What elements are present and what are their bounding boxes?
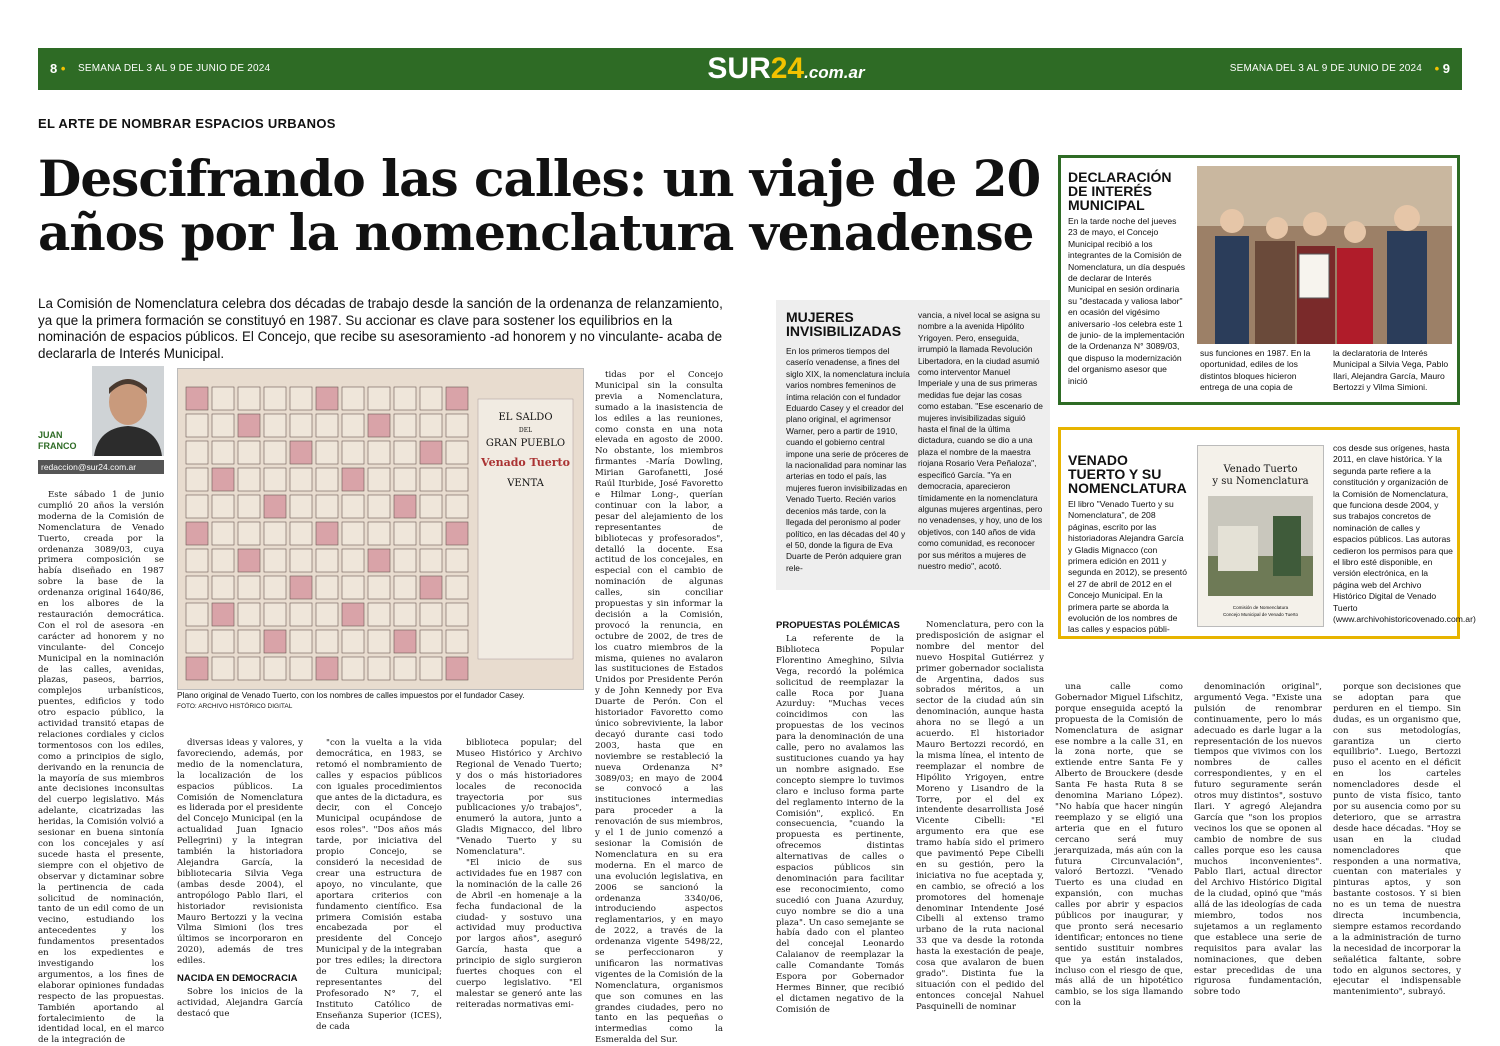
mujeres-text-b: vancia, a nivel local se asigna su nombre a la avenida Hipólito Yrigoyen. Pero, enseguida, irrumpió la llamada Revolución Libertadora, en la ciudad asumió como interventor Manuel Imperiale y una de sus primeras medidas fue dejar las cosas como estaban. "Ese escenario de mujeres invisibilizadas siguió hasta el final de la última dictadura, cuando se dio a una plaza el nombre de la maestra riojana Rosario Vera Peñaloza", especificó García. "Ya en democracia, aparecieron tímidamente en la nomenclatura algunas mujeres argentinas, pero no venadenses, y hoy, uno de los objetivos, con 140 años de vida como comunidad, es reconocer por sus méritos a mujeres de nuestro medio", acotó. xyxy=(918,310,1043,571)
map-block xyxy=(420,630,442,653)
libro-title: VENADO TUERTO Y SU NOMENCLATURA xyxy=(1068,452,1187,496)
map-block xyxy=(342,576,364,599)
map-block xyxy=(238,441,260,464)
map-block xyxy=(238,414,260,437)
body-column-2: diversas ideas y valores, y favoreciendo, además, por medio de la nomenclatura, la localización de los espacios públicos. La Comisión de Nomenclatura es liderada por el presidente del Concejo Municipal (en la actualidad Juan Ignacio Pellegrini) y la integran también la historiadora Alejandra García, la bibliotecaria Silvia Vega (ambas desde 2004), el antropólogo Pablo Ilari, el historiador revisionista Mauro Bertozzi y la vecina Vilma Simioni (los tres últimos se incorporaron en 2020), además de tres ediles. NACIDA EN DEMOCRACIA Sobre los inicios de la actividad, Alejandra García destacó que xyxy=(177,738,303,1019)
issue-date-right: SEMANA DEL 3 AL 9 DE JUNIO DE 2024 xyxy=(1229,63,1422,74)
libro-text-b: cos desde sus orígenes, hasta 2011, en clave histórica. Y la segunda parte refiere a la constitución y organización de la Comisión de Nomenclatura, que funciona desde 2004, y sus trabajos concretos de nominación de calles y espacios públicos. Las autoras cedieron los permisos para que el libro esté disponible, en versión electrónica, en la página web del Archivo Histórico Digital de Venado Tuerto (www.archivohistoricovenado.com.ar) xyxy=(1333,443,1476,625)
map-block xyxy=(316,387,338,410)
map-block xyxy=(186,468,208,491)
map-block xyxy=(446,657,468,680)
map-block xyxy=(264,576,286,599)
map-block xyxy=(186,387,208,410)
map-block xyxy=(238,657,260,680)
map-block xyxy=(368,603,390,626)
polemicas-column-5: porque son decisiones que se adoptan para que perduren en el tiempo. Sin dudas, es un organismo que, con sus metodologías, garantiza un cierto equilibrio". Luego, Bertozzi puso el acento en el déficit en los carteles nomencladores desde el punto de vista físico, tanto por su ausencia como por su deterioro, que se arrastra desde hace décadas. "Hoy se usan en la ciudad nomencladores que responden a una normativa, cuentan con materiales y pinturas aptos, y son bastante costosos. Y si bien no es un tema de nuestra directa incumbencia, siempre estamos recordando a la administración de turno la necesidad de incorporar la señalética faltante, sobre todo en algunos sectores, y ejecutar el indispensable mantenimiento", subrayó. xyxy=(1333,682,1461,998)
map-block xyxy=(186,414,208,437)
page-number-left: 8 • xyxy=(50,61,66,76)
map-block xyxy=(368,387,390,410)
historic-map-image xyxy=(177,368,584,690)
article-headline: Descifrando las calles: un viaje de 20 años por la nomenclatura venadense xyxy=(38,149,1041,262)
book-cover-photo-icon xyxy=(1208,496,1313,596)
header-bar xyxy=(38,48,1462,90)
map-credit: FOTO: ARCHIVO HISTÓRICO DIGITAL xyxy=(177,703,293,710)
map-block xyxy=(238,495,260,518)
map-block xyxy=(446,387,468,410)
map-cartouche: EL SALDO DEL GRAN PUEBLO Venado Tuerto VENTA xyxy=(481,412,570,489)
map-block xyxy=(290,576,312,599)
map-block xyxy=(264,468,286,491)
map-block xyxy=(316,495,338,518)
map-block xyxy=(420,468,442,491)
map-block xyxy=(186,549,208,572)
map-block xyxy=(290,387,312,410)
map-block xyxy=(394,657,416,680)
map-block xyxy=(342,387,364,410)
map-block xyxy=(446,468,468,491)
map-block xyxy=(394,441,416,464)
mujeres-text-a: En los primeros tiempos del caserío venadense, a fines del siglo XIX, la nomenclatura incluía varios nombres femeninos de íntima relación con el fundador Eduardo Casey y el creador del plano original, el agrimensor Warner, pero a partir de 1910, cuando el gobierno central impone una serie de próceres de la nacionalidad para nominar las arterias en todo el país, las mujeres fueron invisibilizadas en Venado Tuerto. Recién varios decenios más tarde, con la llegada del peronismo al poder político, en las décadas del 40 y el 50, donde la figura de Eva Duarte de Perón adquiere gran rele- xyxy=(786,346,910,573)
map-block xyxy=(238,387,260,410)
map-block xyxy=(290,657,312,680)
polemicas-column-3: una calle como Gobernador Miguel Lifschitz, porque enseguida aceptó la propuesta de la Comisión de Nomenclatura de asignar ese nombre a la calle 31, en la zona norte, que se extiende entre Santa Fe y Alberto de Brouckere (desde Santa Fe hasta Ruta 8 se denomina Mariano López). "No había que hacer ningún reemplazo y se eligió una arteria que en el futuro cercano será muy jerarquizada, más aún con la futura Circunvalación", valoró Bertozzi. "Venado Tuerto es una ciudad en expansión, con muchas calles por abrir y espacios públicos por inaugurar, y que pronto será necesario identificar; entonces no tiene sentido sustituir nombres que ya están instalados, incluso con el riesgo de que, más allá de un hipotético cambio, se los siga llamando con la xyxy=(1055,682,1183,1009)
map-block xyxy=(316,630,338,653)
map-block xyxy=(264,387,286,410)
map-block xyxy=(316,603,338,626)
map-block xyxy=(368,441,390,464)
map-block xyxy=(342,603,364,626)
map-block xyxy=(264,522,286,545)
map-block xyxy=(342,495,364,518)
map-block xyxy=(368,522,390,545)
map-block xyxy=(264,414,286,437)
map-block xyxy=(290,630,312,653)
map-block xyxy=(290,522,312,545)
map-block xyxy=(264,441,286,464)
body-column-1: Este sábado 1 de junio cumplió 20 años la versión moderna de la Comisión de Nomenclatura de Venado Tuerto, creada por la ordenanza 3089/03, cuya primera composición se había diseñado en 1987 sobre la base de la ordenanza original 1640/86, en los albores de la restauración democrática. Con el rol de asesora -en carácter ad honorem y no vinculante- del Concejo Municipal en la nominación de las calles, avenidas, plazas, paseos, barrios, complejos urbanísticos, puentes, edificios y todo otro espacio público, la actividad transitó etapas de relaciones cordiales y ciclos tormentosos con los ediles, como a principios de siglo, derivando en la renuncia de la mayoría de sus miembros ante decisiones inconsultas del cuerpo legislativo. Más adelante, cicatrizadas las heridas, la Comisión volvió a sesionar en buena sintonía con los concejales y así sucede hasta el presente, siempre con el objetivo de observar y dictaminar sobre la pertinencia de cada solicitud de nominación, tanto de un edil como de un vecino, estudiando los antecedentes y los fundamentos presentados en los expedientes e investigando los argumentos, a los fines de elaborar opiniones fundadas respecto de las propuestas. También aportando al fortalecimiento de la identidad local, en el marco de la integración de xyxy=(38,490,164,1046)
map-block xyxy=(186,603,208,626)
map-block xyxy=(394,549,416,572)
map-block xyxy=(186,495,208,518)
map-block xyxy=(212,603,234,626)
map-block xyxy=(212,441,234,464)
map-block xyxy=(368,576,390,599)
map-block xyxy=(316,468,338,491)
book-cover-title: Venado Tuerto y su Nomenclatura xyxy=(1212,464,1309,487)
map-block xyxy=(420,414,442,437)
map-block xyxy=(238,576,260,599)
map-block xyxy=(264,657,286,680)
map-block xyxy=(420,441,442,464)
map-block xyxy=(316,657,338,680)
map-block xyxy=(446,495,468,518)
map-block xyxy=(186,576,208,599)
map-block xyxy=(212,630,234,653)
author-portrait-icon xyxy=(92,366,164,456)
map-block xyxy=(342,441,364,464)
map-caption: Plano original de Venado Tuerto, con los nombres de calles impuestos por el fundador Casey. xyxy=(177,690,525,700)
map-block xyxy=(420,495,442,518)
map-block xyxy=(238,603,260,626)
polemicas-column-2: Nomenclatura, pero con la predisposición de asignar el nombre del mentor del nuevo Hospital Gutiérrez y primer gobernador socialista de Argentina, dados sus sobrados méritos, a un sector de la ciudad aún sin denominación, aunque hasta ahora no se llegó a un acuerdo. El historiador Mauro Bertozzi recordó, en la misma línea, el intento de reemplazar el nombre de Hipólito Yrigoyen, entre Moreno y Lisandro de la Torre, por el del ex intendente desarrollista José Vicente Cibelli: "El argumento era que ese tramo había sido el primero que pavimentó Pepe Cibelli en su gestión, pero la iniciativa no fue aceptada y, en cambio, se ofreció a los promotores del homenaje denominar Intendente José Cibelli al extenso tramo urbano de la ruta nacional 33 que va desde la rotonda hasta la exestación de peaje, cosa que avalaron de buen grado". Distinta fue la situación con el pedido del entonces concejal Nahuel Pasquinelli de nominar xyxy=(916,620,1044,1012)
declaracion-text-c: la declaratoria de Interés Municipal a Silvia Vega, Pablo Ilari, Alejandra García, Mauro Bertozzi y Vilma Simioni. xyxy=(1333,348,1449,393)
map-block xyxy=(342,468,364,491)
map-block xyxy=(264,549,286,572)
body-column-4: biblioteca popular; del Museo Histórico y Archivo Regional de Venado Tuerto; y dos o más historiadores locales de reconocida trayectoria por sus publicaciones y/o trabajos", enumeró la autora, junto a Gladis Mignacco, del libro "Venado Tuerto y su Nomenclatura". "El inicio de sus actividades fue en 1987 con la nominación de la calle 26 de Abril -en homenaje a la fecha fundacional de la ciudad- y sostuvo una actividad muy productiva por largos años", aseguró García, hasta que a principio de siglo surgieron fuertes choques con el cuerpo legislativo. "El malestar se generó ante las reiteradas normativas emi- xyxy=(456,738,582,1010)
map-block xyxy=(420,549,442,572)
map-block xyxy=(186,630,208,653)
map-block xyxy=(368,630,390,653)
map-block xyxy=(394,603,416,626)
map-block xyxy=(420,522,442,545)
section-kicker: EL ARTE DE NOMBRAR ESPACIOS URBANOS xyxy=(38,116,336,131)
map-block xyxy=(238,549,260,572)
map-block xyxy=(342,414,364,437)
map-block xyxy=(186,441,208,464)
map-block xyxy=(264,630,286,653)
map-block xyxy=(186,657,208,680)
map-block xyxy=(238,630,260,653)
map-block xyxy=(212,468,234,491)
map-block xyxy=(212,522,234,545)
map-block xyxy=(290,495,312,518)
mujeres-title: MUJERES INVISIBILIZADAS xyxy=(786,309,902,339)
map-block xyxy=(368,495,390,518)
map-block xyxy=(446,441,468,464)
issue-date-left: SEMANA DEL 3 AL 9 DE JUNIO DE 2024 xyxy=(78,63,271,74)
map-block xyxy=(420,603,442,626)
map-block xyxy=(394,468,416,491)
map-block xyxy=(368,549,390,572)
map-block xyxy=(186,522,208,545)
page-number-right: • 9 xyxy=(1434,61,1450,76)
declaracion-text-b: sus funciones en 1987. En la oportunidad, ediles de los distintos bloques hicieron entrega de una copia de xyxy=(1200,348,1311,393)
map-block xyxy=(368,657,390,680)
map-block xyxy=(342,657,364,680)
subhead-polemicas: PROPUESTAS POLÉMICAS xyxy=(776,620,900,631)
map-block xyxy=(212,414,234,437)
book-cover xyxy=(1197,445,1324,627)
map-block xyxy=(212,576,234,599)
map-block xyxy=(446,576,468,599)
polemicas-column-1: PROPUESTAS POLÉMICAS La referente de la Biblioteca Popular Florentino Ameghino, Silvia Vega, recordó la polémica solicitud de reemplazar la calle Roca por Juana Azurduy: "Muchas veces coincidimos con las propuestas de los vecinos para la denominación de una calle, pero no avalamos las sustituciones cuando ya hay un nombre asignado. Ese concepto siempre lo tuvimos claro e incluso forma parte del reglamento interno de la Comisión", explicó. En consecuencia, "cuando la propuesta es pertinente, ofrecemos distintas alternativas de calles o espacios públicos sin denominación para facilitar ese reconocimiento, como sucedió con Juana Azurduy, cuyo nombre se dio a una plaza". Un caso semejante se había dado con el planteo del concejal Leonardo Calaianov de reemplazar la calle Comandante Tomás Espora por Gobernador Hermes Binner, que recibió el dictamen negativo de la Comisión de xyxy=(776,620,904,1015)
body-column-5: tidas por el Concejo Municipal sin la consulta previa a Nomenclatura, sumado a la inasistencia de los ediles a las reuniones, como consta en una nota elevada en agosto de 2000. No obstante, los miembros firmantes -María Dowling, Mirian Garofanetti, José Raúl Iturbide, José Favoretto e Hilmar Long-, querían continuar con la labor, a pesar del alejamiento de los representantes de bibliotecas y profesorados", detalló la docente. Esa actitud de los concejales, en especial con el cambio de nominación de algunas calles, sin conciliar propuestas y sin informar la decisión a la Comisión, provocó la renuncia, en octubre de 2002, de tres de los cuatro miembros de la misma, quienes no avalaron las sustituciones de Estados Unidos por Presidente Perón y de John Kennedy por Eva Duarte de Perón. Con el historiador Favoretto como único sobreviviente, la labor decayó durante casi todo 2003, hasta que en noviembre se restableció la nueva Ordenanza N° 3089/03; en mayo de 2004 se convocó a las instituciones intermedias para proceder a la renovación de sus miembros, y el 1 de junio comenzó a sesionar la Comisión de Nomenclatura en su era moderna. En el marco de una evolución legislativa, en 2006 se sancionó la ordenanza 3340/06, introduciendo aspectos reglamentarios, y en mayo de 2022, a través de la ordenanza vigente 5498/22, se perfeccionaron y unificaron las normativas vigentes de la Comisión de la Nomenclatura, organismos que son comunes en las grandes ciudades, pero no tanto en las pequeñas o intermedias como la Esmeralda del Sur. xyxy=(595,370,723,1046)
map-block xyxy=(290,441,312,464)
map-block xyxy=(446,522,468,545)
map-block xyxy=(264,495,286,518)
map-block xyxy=(212,657,234,680)
polemicas-column-4: denominación original", argumentó Vega. "Existe una pulsión de renombrar continuamente, pero lo más adecuado es darle lugar a la representación de los nuevos tiempos que vivimos con los nombres de calles correspondientes, y en el futuro seguramente serán otros muy distintos", sostuvo Ilari. Y agregó Alejandra García que "son los propios vecinos los que se oponen al cambio de nombre de sus calles porque eso les causa muchos inconvenientes". Pablo Ilari, actual director del Archivo Histórico Digital de la ciudad, opinó que "más allá de las ideologías de cada miembro, todos nos sujetamos a un reglamento que establece una serie de requisitos para avalar las nominaciones, que deben estar precedidas de una rigurosa fundamentación, sobre todo xyxy=(1194,682,1322,998)
author-photo xyxy=(92,366,164,456)
subhead-nacida: NACIDA EN DEMOCRACIA xyxy=(177,973,298,985)
map-block xyxy=(290,468,312,491)
map-block xyxy=(420,387,442,410)
map-block xyxy=(342,630,364,653)
group-photo-icon xyxy=(1197,166,1452,344)
map-block xyxy=(316,576,338,599)
map-block xyxy=(394,495,416,518)
map-block xyxy=(290,414,312,437)
map-block xyxy=(316,549,338,572)
author-name: JUAN FRANCO xyxy=(38,430,77,451)
map-block xyxy=(394,387,416,410)
map-block xyxy=(368,414,390,437)
map-block xyxy=(238,468,260,491)
map-block xyxy=(212,495,234,518)
map-block xyxy=(212,387,234,410)
article-lede: La Comisión de Nomenclatura celebra dos décadas de trabajo desde la sanción de la ordenanza de relanzamiento, ya que la primera formación se constituyó en 1987. Su accionar es clave para sostener los equilibrios en la nominación de espacios públicos. El Concejo, que recibe su asesoramiento -ad honorem y no vinculante- acaba de declararla de Interés Municipal. xyxy=(38,296,723,361)
map-block xyxy=(238,522,260,545)
map-block xyxy=(342,549,364,572)
map-block xyxy=(446,414,468,437)
map-block xyxy=(264,603,286,626)
map-block xyxy=(316,441,338,464)
map-block xyxy=(212,549,234,572)
map-block xyxy=(446,603,468,626)
body-column-3: "con la vuelta a la vida democrática, en 1983, se retomó el nombramiento de calles y espacios públicos con iguales procedimientos que antes de la dictadura, es decir, con el Concejo Municipal ocupándose de esos roles". "Dos años más tarde, por iniciativa del propio Concejo, se consideró la necesidad de crear una estructura de apoyo, no vinculante, que aportara criterios con fundamento científico. Esa primera Comisión estaba encabezada por el presidente del Concejo Municipal y de la integraban por tres ediles; la directora de Cultura municipal; representantes del Profesorado N° 7, el Instituto Católico de Enseñanza Superior (ICES), de cada xyxy=(316,738,442,1032)
map-block xyxy=(394,522,416,545)
map-block xyxy=(290,549,312,572)
sur24-logo[interactable]: SUR24.com.ar xyxy=(707,52,865,85)
map-block xyxy=(316,522,338,545)
map-block xyxy=(394,414,416,437)
map-block xyxy=(446,549,468,572)
map-block xyxy=(394,630,416,653)
map-block xyxy=(342,522,364,545)
declaracion-title: DECLARACIÓN DE INTERÉS MUNICIPAL xyxy=(1068,169,1172,213)
map-block xyxy=(290,603,312,626)
map-block xyxy=(368,468,390,491)
map-block xyxy=(316,414,338,437)
group-photo xyxy=(1197,166,1452,344)
book-cover-footer: Comisión de Nomenclatura Concejo Municipal de Venado Tuerto xyxy=(1222,605,1299,617)
libro-text: El libro "Venado Tuerto y su Nomenclatura", de 208 páginas, escrito por las historiadoras Alejandra García y Gladis Mignacco (con primera edición en 2011 y segunda en 2012), se presentó el 27 de abril de 2012 en el Concejo Municipal. En la primera parte se aborda la evolución de los nombres de las calles y espacios públi- xyxy=(1068,499,1187,635)
declaracion-text: En la tarde noche del jueves 23 de mayo, el Concejo Municipal recibió a los integrantes de la Comisión de Nomenclatura, un día después de declarar de Interés Municipal en sesión ordinaria su "destacada y valiosa labor" en ocasión del vigésimo aniversario -los celebra este 1 de junio- de la implementación de la Ordenanza N° 3089/03, que dispuso la modernización del organismo asesor que inició xyxy=(1068,216,1186,386)
author-email[interactable]: redaccion@sur24.com.ar xyxy=(38,460,164,474)
map-block xyxy=(394,576,416,599)
map-block xyxy=(446,630,468,653)
map-block xyxy=(420,576,442,599)
map-block xyxy=(420,657,442,680)
